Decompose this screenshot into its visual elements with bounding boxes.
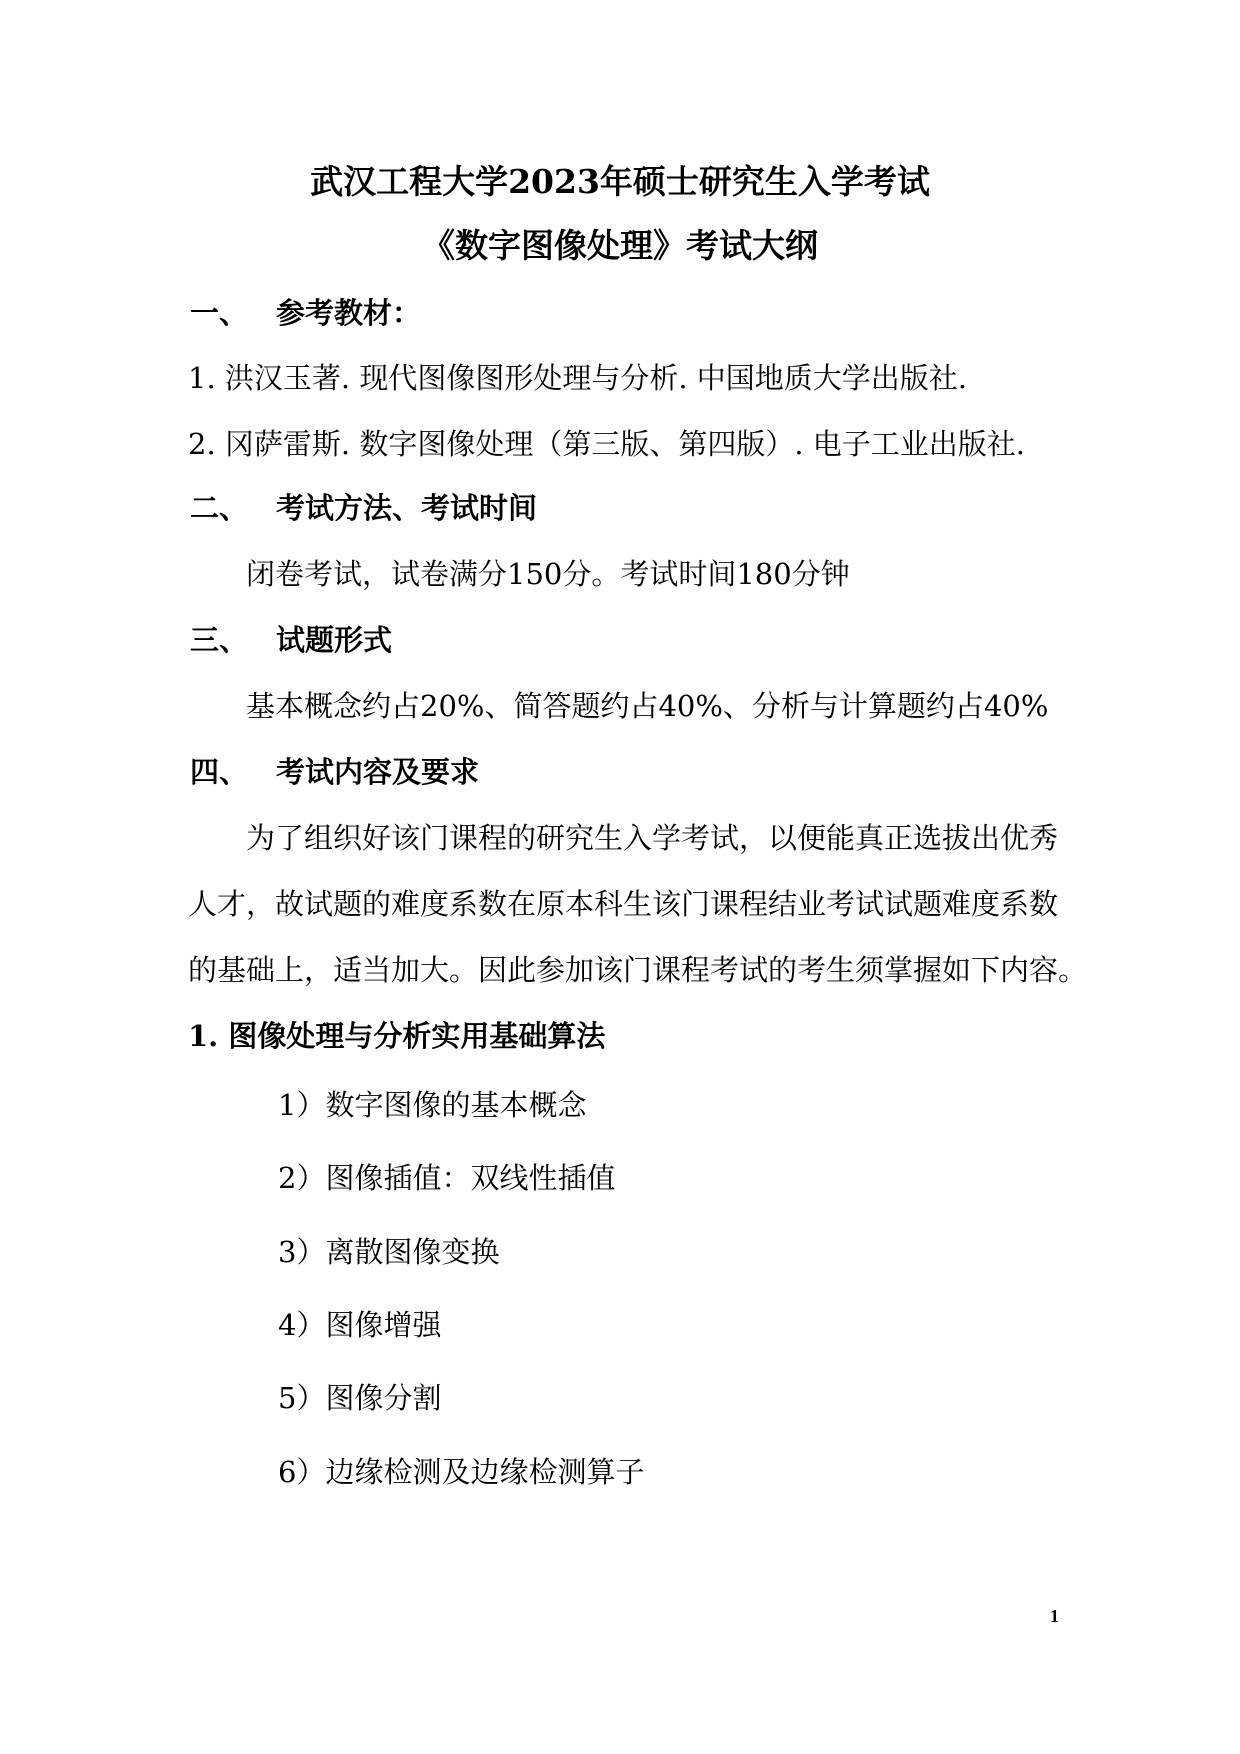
content-list-item: 3）离散图像变换: [278, 1235, 500, 1269]
page-number: 1: [1050, 1606, 1059, 1626]
section1-number: 一、: [190, 296, 249, 330]
document-title-line2: 《数字图像处理》考试大纲: [422, 226, 818, 265]
section3-title: 试题形式: [276, 623, 393, 657]
document-title-line1: 武汉工程大学2023年硕士研究生入学考试: [310, 162, 930, 201]
reference-item-2: 2. 冈萨雷斯. 数字图像处理（第三版、第四版）. 电子工业出版社.: [188, 427, 1025, 461]
section2-title: 考试方法、考试时间: [276, 491, 538, 525]
section4-title: 考试内容及要求: [276, 755, 480, 789]
reference-item-1: 1. 洪汉玉著. 现代图像图形处理与分析. 中国地质大学出版社.: [188, 361, 967, 395]
content-paragraph-line2: 人才，故试题的难度系数在原本科生该门课程结业考试试题难度系数: [188, 887, 1059, 921]
content-list-item: 5）图像分割: [278, 1381, 442, 1415]
section3-number: 三、: [190, 623, 249, 657]
section4-number: 四、: [190, 755, 249, 789]
content-list-item: 2）图像插值：双线性插值: [278, 1161, 616, 1195]
content-list-item: 4）图像增强: [278, 1308, 442, 1342]
exam-method-text: 闭卷考试，试卷满分150分。考试时间180分钟: [246, 557, 850, 591]
section1-title: 参考教材：: [276, 296, 422, 330]
content-list-item: 1）数字图像的基本概念: [278, 1088, 587, 1122]
section2-number: 二、: [190, 491, 249, 525]
content-paragraph-line3: 的基础上，适当加大。因此参加该门课程考试的考生须掌握如下内容。: [188, 953, 1088, 987]
content-list-item: 6）边缘检测及边缘检测算子: [278, 1455, 645, 1489]
content-paragraph-line1: 为了组织好该门课程的研究生入学考试，以便能真正选拔出优秀: [246, 821, 1059, 855]
question-format-text: 基本概念约占20%、简答题约占40%、分析与计算题约占40%: [246, 689, 1049, 723]
content-subheading-1: 1. 图像处理与分析实用基础算法: [188, 1019, 606, 1053]
